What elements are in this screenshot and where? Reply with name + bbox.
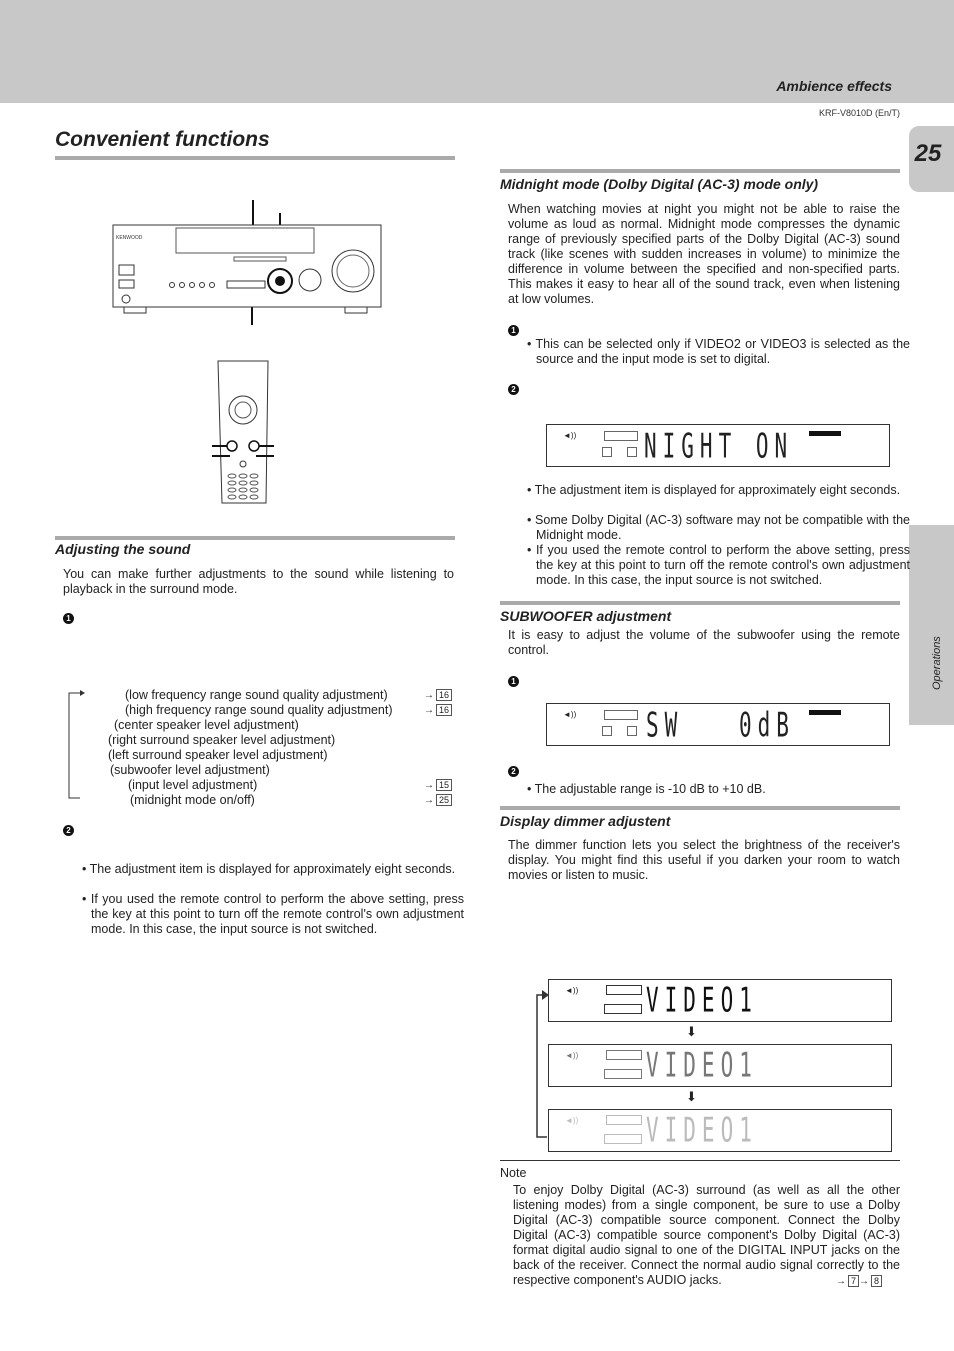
side-tab xyxy=(909,525,954,725)
speaker-icon: ◄)) xyxy=(565,1116,579,1125)
page-ref: → 15 xyxy=(424,779,452,791)
dimmer-display-dim xyxy=(548,1109,892,1152)
dimmer-display-bright xyxy=(548,979,892,1022)
power-button xyxy=(119,265,134,275)
note-body: To enjoy Dolby Digital (AC-3) surround (as well as all the other listening modes) from a single component, be sure to use a Dolby Digital (AC-3) compatible source component. Connect the Dolby Digital (AC-3) compatible source component's Dolby Digital (AC-3) format digital audio signal to one of the DIGITAL INPUT jacks on the back of the receiver. Connect the normal audio signal correctly to the respective component's AUDIO jacks. xyxy=(513,1183,900,1287)
receiver-display xyxy=(176,228,314,253)
adjust-item: (right surround speaker level adjustment) xyxy=(108,733,336,747)
lcd-text: 0dB xyxy=(739,706,795,745)
speaker-icon: ◄)) xyxy=(565,1051,579,1060)
remote-illustration xyxy=(210,358,280,508)
bullet-item: • This can be selected only if VIDEO2 or VIDEO3 is selected as the source and the input mode is set to digital. xyxy=(527,337,911,366)
page-ref: → 25 xyxy=(424,794,452,806)
page-title: Convenient functions xyxy=(55,128,270,151)
down-arrow-icon: ⬇ xyxy=(686,1024,697,1039)
lcd-text: NIGHT ON xyxy=(644,427,794,466)
side-tab-label: Operations xyxy=(931,636,943,690)
dimmer-body: The dimmer function lets you select the brightness of the receiver's display. You might find this useful if you darken your room to watch movies or listen to music. xyxy=(508,838,900,882)
model-number: KRF-V8010D (En/T) xyxy=(818,108,900,118)
title-rule xyxy=(55,156,455,160)
cycle-arrow-icon xyxy=(530,985,550,1140)
cycle-arrow-icon xyxy=(66,688,86,803)
bullet-item: • The adjustable range is -10 dB to +10 dB. xyxy=(527,782,766,796)
speaker-icon: ◄)) xyxy=(563,710,577,719)
bullet-item: • The adjustment item is displayed for approximately eight seconds. xyxy=(527,483,901,497)
note-rule xyxy=(500,1160,900,1161)
level-bar xyxy=(809,431,841,436)
bullet-item: • If you used the remote control to perform the above setting, press the key at this point to turn off the remote control's own adjustment mode. In this case, the input source is not switched. xyxy=(82,892,465,936)
down-arrow-icon: ⬇ xyxy=(686,1089,697,1104)
subwoofer-display xyxy=(546,703,890,746)
adjust-item: (center speaker level adjustment) xyxy=(114,718,299,732)
adjust-item: (input level adjustment) xyxy=(128,778,258,792)
dimmer-heading: Display dimmer adjustent xyxy=(500,813,671,829)
step-2-icon: 2 xyxy=(508,384,519,395)
adjust-heading: Adjusting the sound xyxy=(55,541,191,557)
section-rule xyxy=(500,169,900,173)
adjust-item: (high frequency range sound quality adjustment) xyxy=(125,703,393,717)
speaker-icon: ◄)) xyxy=(565,986,579,995)
subwoofer-body: It is easy to adjust the volume of the subwoofer using the remote control. xyxy=(508,628,900,657)
adjust-item: (subwoofer level adjustment) xyxy=(110,763,270,777)
dimmer-display-medium xyxy=(548,1044,892,1087)
bullet-item: • The adjustment item is displayed for approximately eight seconds. xyxy=(82,862,456,876)
section-title: Ambience effects xyxy=(776,78,892,94)
adjust-intro: You can make further adjustments to the sound while listening to playback in the surround mode. xyxy=(63,567,454,596)
adjust-item: (left surround speaker level adjustment) xyxy=(108,748,328,762)
lcd-text: VIDEO1 xyxy=(646,1046,758,1085)
lcd-text: SW xyxy=(646,706,684,745)
note-label: Note xyxy=(500,1166,527,1180)
adjust-item: (midnight mode on/off) xyxy=(130,793,255,807)
midnight-heading: Midnight mode (Dolby Digital (AC-3) mode only) xyxy=(500,176,819,192)
page-ref: → 16 xyxy=(424,689,452,701)
level-bar xyxy=(809,710,841,715)
step-1-icon: 1 xyxy=(508,676,519,687)
step-2-icon: 2 xyxy=(508,766,519,777)
section-rule xyxy=(55,536,455,540)
adjust-item: (low frequency range sound quality adjustment) xyxy=(125,688,388,702)
step-1-icon: 1 xyxy=(63,613,74,624)
lcd-text: VIDEO1 xyxy=(646,1111,758,1150)
step-1-icon: 1 xyxy=(508,325,519,336)
bullet-item: • Some Dolby Digital (AC-3) software may not be compatible with the Midnight mode. xyxy=(527,513,910,542)
step-2-icon: 2 xyxy=(63,825,74,836)
receiver-illustration xyxy=(110,195,385,330)
speaker-icon: ◄)) xyxy=(563,431,577,440)
midnight-body: When watching movies at night you might not be able to raise the volume as loud as normal. Midnight mode compresses the dynamic range of previously specified parts of the Dolby Digital (AC-3) sound track (like scenes with sudden increases in volume) to minimize the difference in volume between the specified and non-specified parts. This makes it easy to hear all of the sound track, even when listening at low volumes. xyxy=(508,202,900,306)
page-number: 25 xyxy=(914,140,942,167)
midnight-display xyxy=(546,424,890,467)
remote-body xyxy=(218,361,268,503)
lcd-text: VIDEO1 xyxy=(646,981,758,1020)
page-ref: → 16 xyxy=(424,704,452,716)
section-rule xyxy=(500,601,900,605)
subwoofer-heading: SUBWOOFER adjustment xyxy=(500,608,672,624)
page-ref: → 7 → 8 xyxy=(836,1275,882,1287)
lcd-indicator xyxy=(604,431,638,441)
brand-logo: KENWOOD xyxy=(116,235,143,241)
bullet-item: • If you used the remote control to perform the above setting, press the key at this point to turn off the remote control's own adjustment mode. In this case, the input source is not switched. xyxy=(527,543,910,587)
section-rule xyxy=(500,806,900,810)
